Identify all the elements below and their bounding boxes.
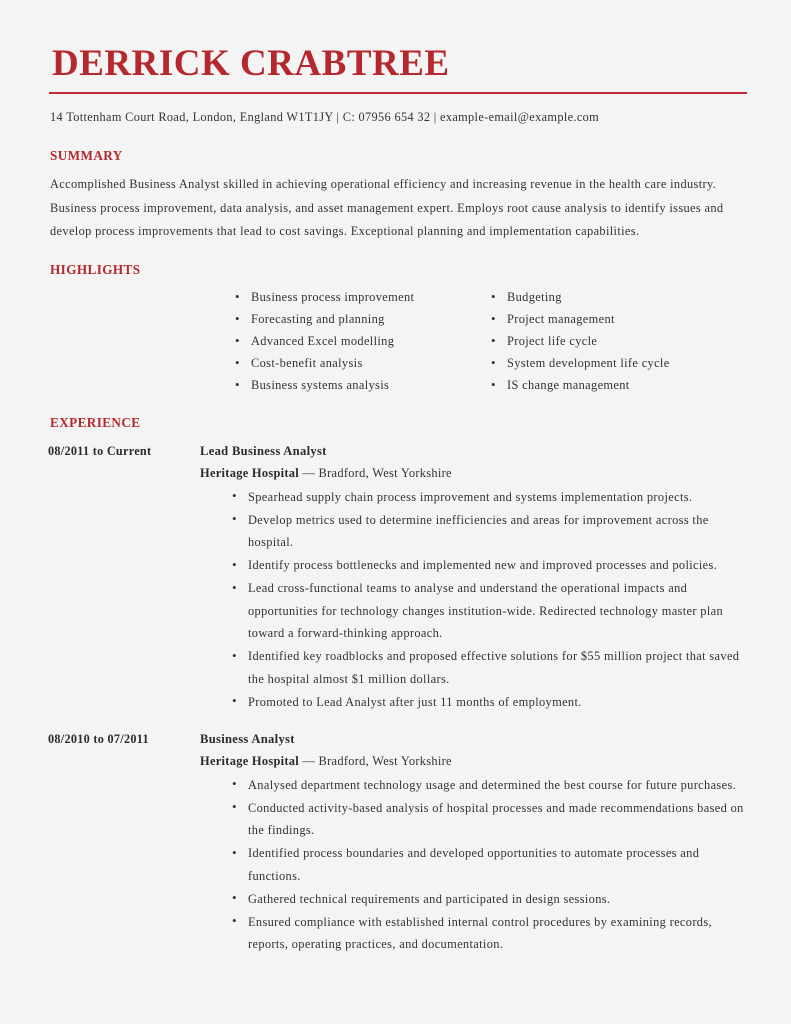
header-divider: [49, 92, 747, 94]
job-title: Business Analyst: [200, 731, 295, 746]
list-item: • Ensured compliance with established internal control procedures by examining records, reports, operating practices, and documentation.: [230, 911, 749, 956]
job-organization: Heritage Hospital: [200, 753, 300, 768]
list-item: • Identified key roadblocks and proposed effective solutions for $55 million project that saved the hospital almost $1 million dollars.: [230, 645, 749, 690]
job-dates: 08/2010 to 07/2011: [48, 731, 149, 746]
job-details: [200, 440, 749, 714]
list-item: • Analysed department technology usage and determined the best course for future purchases.: [230, 774, 749, 797]
list-item: • Business systems analysis: [233, 375, 489, 397]
job-title: Lead Business Analyst: [200, 443, 327, 458]
list-item: • Promoted to Lead Analyst after just 11 months of employment.: [230, 691, 749, 714]
list-item: • Identify process bottlenecks and implemented new and improved processes and policies.: [230, 554, 749, 577]
list-item: • Identified process boundaries and developed opportunities to automate processes and functions.: [230, 842, 749, 887]
list-item: • Project life cycle: [489, 331, 745, 353]
highlights-columns: [48, 287, 749, 397]
section-title-highlights: HIGHLIGHTS: [50, 261, 141, 277]
list-item: • Spearhead supply chain process improvement and systems implementation projects.: [230, 486, 749, 509]
list-item: • IS change management: [489, 375, 745, 397]
job-location: — Bradford, West Yorkshire: [302, 465, 452, 480]
job-details: [200, 728, 749, 957]
list-item: • Conducted activity-based analysis of hospital processes and made recommendations based on the findings.: [230, 797, 749, 842]
list-item: • Lead cross-functional teams to analyse and understand the operational impacts and opportunities for technology changes institution-wide. Redirected technology master plan toward a forward-thinking approach.: [230, 577, 749, 645]
list-item: • Cost-benefit analysis: [233, 353, 489, 375]
list-item: • Forecasting and planning: [233, 309, 489, 331]
list-item: • Develop metrics used to determine inefficiencies and areas for improvement across the hospital.: [230, 509, 749, 554]
job-location: — Bradford, West Yorkshire: [302, 753, 452, 768]
highlights-column-right: [489, 287, 745, 397]
list-item: • Project management: [489, 309, 745, 331]
candidate-name: DERRICK CRABTREE: [52, 43, 450, 84]
job-company: [200, 462, 749, 484]
job-dates: 08/2011 to Current: [48, 443, 152, 458]
experience-entry: [48, 728, 749, 957]
job-organization: Heritage Hospital: [200, 465, 300, 480]
highlights-list-left: [233, 287, 489, 397]
summary-text: Accomplished Business Analyst skilled in achieving operational efficiency and increasing revenue in the health care industry. Business process improvement, data analysis, and asset management expert. Employs root cause analysis to identify issues and develop process improvements that lead to cost savings. Exceptional planning and implementation capabilities.: [50, 177, 724, 238]
contact-line: 14 Tottenham Court Road, London, England W1T1JY | C: 07956 654 32 | example-email@example.com: [50, 110, 600, 124]
section-title-summary: SUMMARY: [50, 148, 123, 163]
highlights-column-left: [233, 287, 489, 397]
list-item: • Business process improvement: [233, 287, 489, 309]
list-item: • Gathered technical requirements and participated in design sessions.: [230, 888, 749, 911]
section-title-experience: EXPERIENCE: [50, 414, 141, 430]
highlights-list-right: [489, 287, 745, 397]
job-bullet-list: [200, 486, 749, 714]
job-bullet-list: [200, 774, 749, 956]
experience-entry: [48, 440, 749, 714]
job-company: [200, 750, 749, 772]
list-item: • Budgeting: [489, 287, 745, 309]
list-item: • System development life cycle: [489, 353, 745, 375]
list-item: • Advanced Excel modelling: [233, 331, 489, 353]
